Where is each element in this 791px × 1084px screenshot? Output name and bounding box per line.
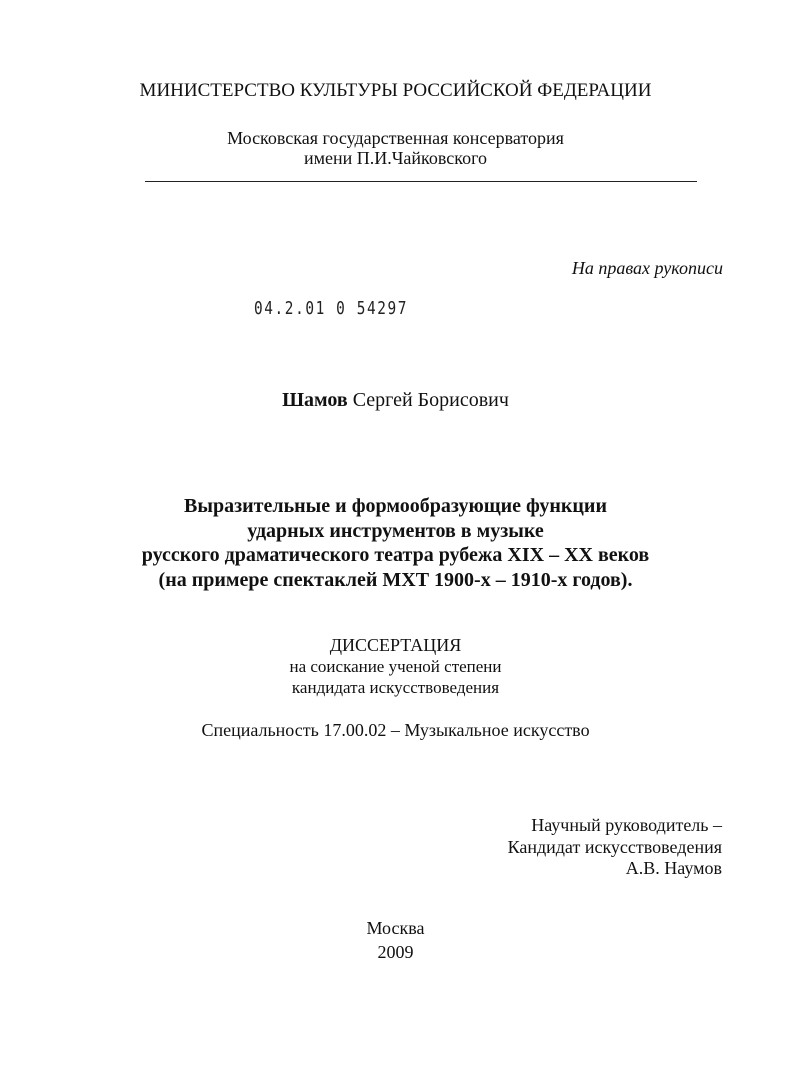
advisor-label: Научный руководитель –	[531, 815, 722, 835]
author-surname: Шамов	[282, 389, 348, 411]
title-line-2: ударных инструментов в музыке	[247, 519, 544, 542]
year: 2009	[377, 942, 414, 962]
institution-line-2: имени П.И.Чайковского	[303, 148, 488, 168]
manuscript-note: На правах рукописи	[571, 258, 723, 278]
ministry-heading: МИНИСТЕРСТВО КУЛЬТУРЫ РОССИЙСКОЙ ФЕДЕРАЦИИ	[139, 80, 652, 101]
title-line-3: русского драматического театра рубежа XIX – XX веков	[141, 544, 650, 566]
advisor-name: А.В. Наумов	[625, 858, 722, 878]
degree-line-2: кандидата искусствоведения	[291, 678, 500, 697]
city: Москва	[366, 918, 425, 938]
specialty: Специальность 17.00.02 – Музыкальное искусство	[201, 720, 590, 740]
title-line-1: Выразительные и формообразующие функции	[184, 495, 607, 517]
title-line-4: (на примере спектаклей МХТ 1900-х – 1910-х годов).	[158, 568, 633, 591]
institution-line-1: Московская государственная консерватория	[227, 128, 564, 148]
author-given-names: Сергей Борисович	[352, 389, 509, 411]
header-divider	[145, 181, 697, 182]
author-name	[0, 388, 791, 412]
catalog-stamp-number: 04.2.01 0 54297	[254, 298, 409, 319]
advisor-degree: Кандидат искусствоведения	[507, 837, 722, 857]
degree-line-1: на соискание ученой степени	[289, 657, 502, 676]
work-type: ДИССЕРТАЦИЯ	[329, 635, 462, 655]
